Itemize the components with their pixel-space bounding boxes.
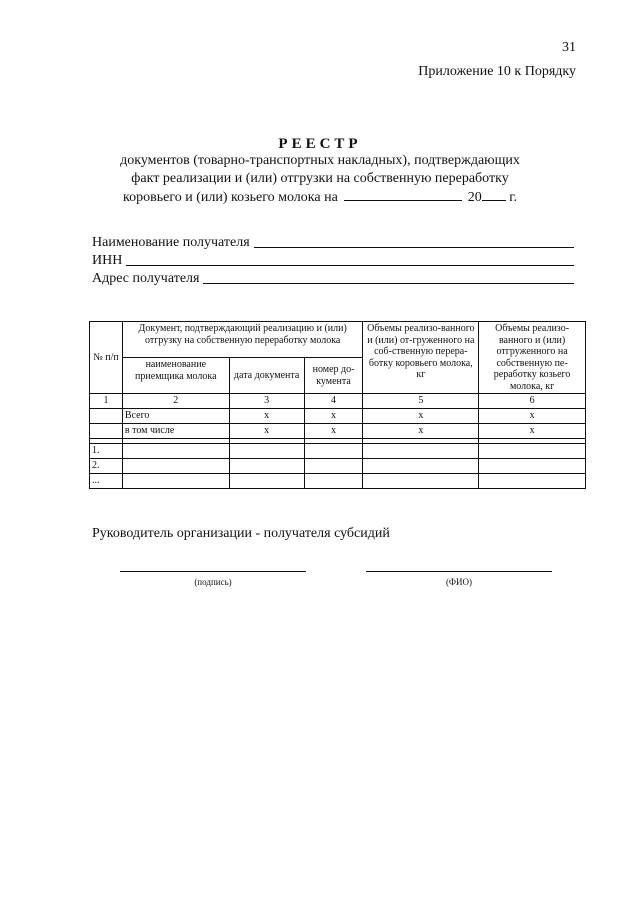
header-num: № п/п [90, 322, 123, 394]
recipient-name-field [92, 235, 574, 251]
x-mark: х [304, 409, 363, 424]
index-cell: 1 [90, 394, 123, 409]
address-field [92, 271, 574, 287]
row-number: 2. [90, 459, 123, 474]
row-number: ... [90, 474, 123, 489]
total-row [90, 409, 586, 424]
table-row [90, 459, 586, 474]
header-row-1 [90, 322, 586, 358]
registry-table [89, 321, 586, 489]
index-cell: 2 [122, 394, 229, 409]
fio-caption: (ФИО) [445, 577, 473, 587]
inn-field [92, 253, 574, 269]
x-mark: х [363, 409, 479, 424]
inn-line [126, 253, 574, 266]
document-title: РЕЕСТР [278, 136, 362, 152]
year-blank [482, 188, 506, 201]
signature-line [120, 571, 306, 572]
x-mark: х [304, 424, 363, 439]
x-mark: х [229, 409, 304, 424]
header-goat-volume: Объемы реализо-ванного и (или) отгруженного на собственную пе-реработку козьего молока, кг [479, 322, 586, 394]
page-number: 31 [562, 40, 576, 55]
x-mark: х [229, 424, 304, 439]
table-row [90, 444, 586, 459]
including-num-cell [90, 424, 123, 439]
recipient-name-label: Наименование получателя [92, 235, 250, 250]
row-number: 1. [90, 444, 123, 459]
index-cell: 6 [479, 394, 586, 409]
appendix-label: Приложение 10 к Порядку [418, 64, 576, 79]
total-num-cell [90, 409, 123, 424]
description-line-3 [80, 188, 560, 207]
index-cell: 5 [363, 394, 479, 409]
document-description [80, 152, 560, 207]
fio-line [366, 571, 552, 572]
including-label: в том числе [122, 424, 229, 439]
inn-label: ИНН [92, 253, 123, 268]
recipient-name-line [254, 235, 574, 248]
header-receiver: наименование приемщика молока [122, 358, 229, 394]
header-docnum: номер до-кумента [304, 358, 363, 394]
year-prefix: 20 [467, 190, 482, 205]
signature-heading: Руководитель организации - получателя субсидий [92, 526, 390, 541]
description-line-3-prefix: коровьего и (или) козьего молока на [123, 190, 338, 205]
including-row [90, 424, 586, 439]
description-line-2: факт реализации и (или) отгрузки на собственную переработку [131, 171, 509, 186]
address-line [203, 271, 574, 284]
date-blank [344, 188, 462, 201]
x-mark: х [479, 424, 586, 439]
total-label: Всего [122, 409, 229, 424]
index-cell: 3 [229, 394, 304, 409]
header-cow-volume: Объемы реализо-ванного и (или) от-груженного на соб-ственную перера-ботку коровьего молока, кг [363, 322, 479, 394]
x-mark: х [363, 424, 479, 439]
signature-caption: (подпись) [194, 577, 232, 587]
address-label: Адрес получателя [92, 271, 200, 286]
x-mark: х [479, 409, 586, 424]
index-cell: 4 [304, 394, 363, 409]
header-date: дата документа [229, 358, 304, 394]
year-suffix: г. [509, 190, 517, 205]
index-row [90, 394, 586, 409]
description-line-1: документов (товарно-транспортных накладных), подтверждающих [120, 153, 520, 168]
header-doc-group: Документ, подтверждающий реализацию и (или) отгрузку на собственную переработку молока [122, 322, 363, 358]
table-row [90, 474, 586, 489]
